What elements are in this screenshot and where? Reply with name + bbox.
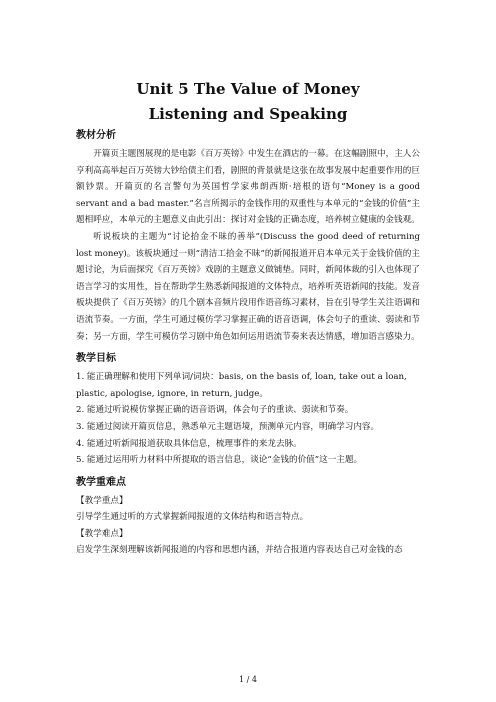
focus-tag: 【教学重点】: [76, 495, 128, 506]
goal-item: 1. 能正确理解和使用下列单词/词块：basis, on the basis of, loan, take out a loan, plastic, apologise, ignore, in return, judge。: [76, 372, 407, 399]
document-body: [76, 126, 420, 559]
focus-text: 引导学生通过听的方式掌握新闻报道的文体结构和语言特点。: [76, 512, 309, 523]
section-heading-goals: 教学目标: [76, 353, 116, 365]
section-heading-analysis: 教材分析: [76, 130, 116, 141]
goal-item: 4. 能通过听新闻报道获取具体信息，梳理事件的来龙去脉。: [76, 438, 302, 449]
goal-item: 2. 能通过听说模仿掌握正确的语音语调，体会句子的重读、弱读和节奏。: [76, 405, 354, 416]
goal-item: 5. 能通过运用听力材料中所提取的语言信息，谈论“金钱的价值”这一主题。: [76, 455, 363, 466]
document-title: Unit 5 The Value of Money: [136, 80, 360, 98]
analysis-paragraph-2: 听说板块的主题为“讨论拾金不昧的善举”(Discuss the good deed of returning lost money)。该板块通过一则“清洁工拾金不昧”的新闻报道开启本单元关于金钱价值的主题讨论，为后面探究《百万英镑》戏剧的主题意义做铺垫。同时，新闻体裁的引入也体现了语言学习的实用性，旨在帮助学生熟悉新闻报道的文体特点，培养听英语新闻的技能。发音板块提供了《百万英镑》的几个剧本音频片段用作语音练习素材，旨在引导学生关注语调和语流节奏。一方面，学生可通过模仿学习掌握正确的语音语调，体会句子的重读、弱读和节奏；另一方面，学生可模仿学习剧中角色如何运用语流节奏来表达情感，增加语言感染力。: [76, 231, 420, 342]
goals-list: [76, 369, 420, 469]
difficulty-tag: 【教学难点】: [76, 528, 128, 539]
goal-item: 3. 能通过阅读开篇页信息，熟悉单元主题语境，预测单元内容，明确学习内容。: [76, 421, 380, 432]
difficulty-text: 启发学生深刻理解该新闻报道的内容和思想内涵，并结合报道内容表达自己对金钱的态: [76, 545, 403, 556]
page-number: 1 / 4: [239, 675, 257, 684]
analysis-paragraph-1: 开篇页主题图展现的是电影《百万英镑》中发生在酒店的一幕。在这幅剧照中，主人公亨利高高举起百万英镑大钞给债主们看，剧照的背景就是这张在故事发展中起重要作用的巨额钞票。开篇页的名言警句为英国哲学家弗朗西斯·培根的语句“Money is a good servant and a bad master.”名言所揭示的金钱作用的双重性与本单元的“金钱的价值”主题相呼应，本单元的主题意义由此引出：探讨对金钱的正确态度，培养树立健康的金钱观。: [76, 149, 420, 226]
document-subtitle: Listening and Speaking: [148, 105, 348, 123]
section-heading-keypoints: 教学重难点: [76, 476, 126, 488]
